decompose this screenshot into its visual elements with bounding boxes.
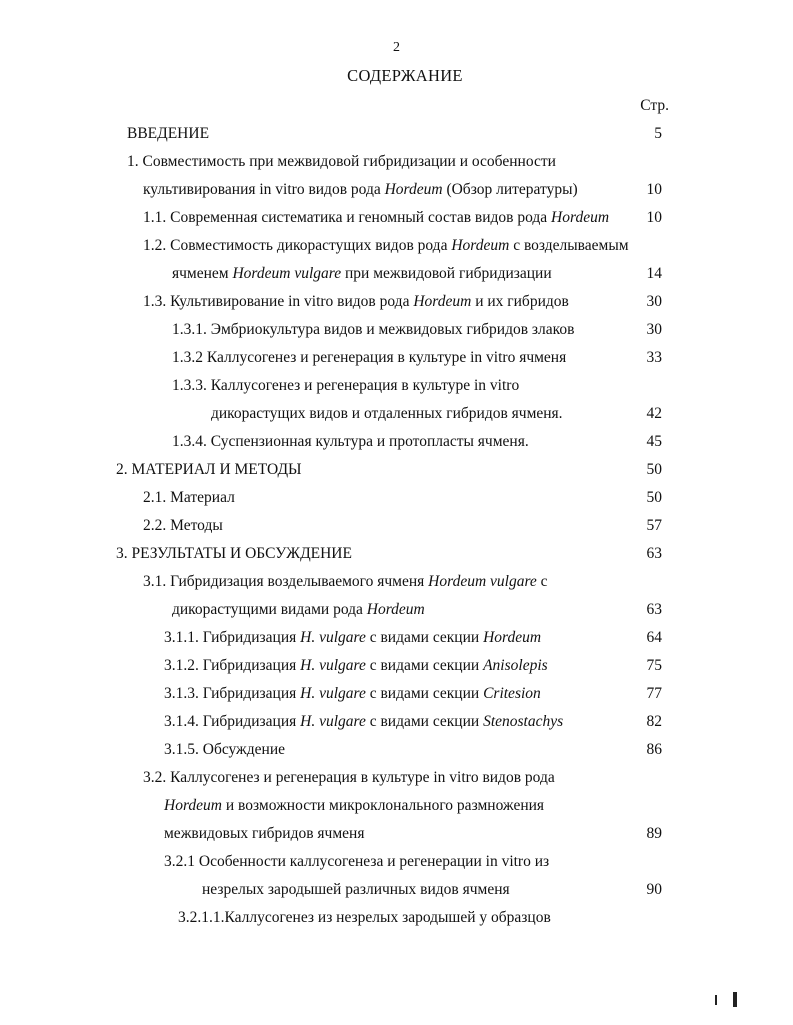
toc-text-segment: дикорастущими видами рода (172, 601, 367, 618)
toc-italic-term: Hordeum (451, 237, 510, 254)
toc-entry-text (164, 712, 563, 732)
toc-text-segment: 3.1.4. Гибридизация (164, 713, 301, 730)
toc-entry-text: 3.1.5. Обсуждение (164, 741, 285, 758)
toc-page-number: 33 (646, 349, 662, 366)
toc-entry-text: дикорастущих видов и отдаленных гибридов ячменя. (211, 405, 563, 422)
toc-italic-term: H. vulgare (300, 629, 366, 646)
toc-entry-text (143, 236, 629, 256)
toc-italic-term: Hordeum (413, 293, 472, 310)
toc-entry-text: 1.3.3. Каллусогенез и регенерация в культуре in vitro (172, 377, 520, 394)
scan-mark (715, 995, 717, 1005)
toc-italic-term: Critesion (483, 685, 541, 702)
toc-italic-term: Hordeum (483, 629, 542, 646)
toc-entry-text: 3. РЕЗУЛЬТАТЫ И ОБСУЖДЕНИЕ (116, 545, 352, 562)
toc-italic-term: Hordeum (551, 209, 610, 226)
toc-page-number: 57 (646, 517, 662, 534)
toc-page-number: 5 (654, 125, 662, 142)
toc-entry-text: 2.1. Материал (143, 489, 235, 506)
toc-text-segment: с видами секции (365, 629, 484, 646)
toc-text-segment: 3.1. Гибридизация возделываемого ячменя (143, 573, 429, 590)
toc-italic-term: H. vulgare (300, 713, 366, 730)
toc-page-number: 63 (646, 601, 662, 618)
toc-page-number: 30 (646, 293, 662, 310)
page-column-header: Стр. (640, 97, 669, 114)
toc-italic-term: Anisolepis (483, 657, 548, 674)
toc-page-number: 77 (646, 685, 662, 702)
toc-entry-text (143, 180, 578, 200)
toc-entry-text (172, 600, 425, 620)
toc-page-number: 50 (646, 461, 662, 478)
toc-page-number: 90 (646, 881, 662, 898)
toc-entry-text (164, 628, 541, 648)
toc-text-segment: 1.1. Современная систематика и геномный состав видов рода (143, 209, 552, 226)
toc-entry-text (164, 684, 541, 704)
toc-text-segment: 3.1.3. Гибридизация (164, 685, 301, 702)
toc-page-number: 42 (646, 405, 662, 422)
toc-entry-text: межвидовых гибридов ячменя (164, 825, 365, 842)
toc-text-segment: 1.2. Совместимость дикорастущих видов рода (143, 237, 452, 254)
page-title: СОДЕРЖАНИЕ (347, 66, 463, 85)
toc-entry-text: 1.3.4. Суспензионная культура и протопласты ячменя. (172, 433, 529, 450)
toc-entry-text: 3.2.1.1.Каллусогенез из незрелых зародышей у образцов (178, 909, 551, 926)
toc-entry-text: незрелых зародышей различных видов ячменя (202, 881, 510, 898)
toc-italic-term: Hordeum (366, 601, 425, 618)
toc-entry-text: 1.3.2 Каллусогенез и регенерация в культуре in vitro ячменя (172, 349, 567, 366)
toc-italic-term: H. vulgare (300, 657, 366, 674)
page-number: 2 (393, 40, 400, 55)
toc-text-segment: с возделываемым (509, 237, 629, 254)
toc-italic-term: H. vulgare (300, 685, 366, 702)
toc-entry-text: 3.2. Каллусогенез и регенерация в культуре in vitro видов рода (143, 769, 555, 786)
toc-text-segment: с видами секции (365, 713, 484, 730)
toc-italic-term: Hordeum (164, 797, 222, 814)
toc-page-number: 10 (646, 209, 662, 226)
toc-text-segment: и возможности микроклонального размножения (221, 797, 545, 814)
toc-entry-text (143, 572, 548, 592)
toc-entry-text (164, 656, 548, 676)
toc-text-segment: при межвидовой гибридизации (341, 265, 552, 282)
toc-entry-text: ВВЕДЕНИЕ (127, 125, 210, 142)
toc-text-segment: 3.1.1. Гибридизация (164, 629, 301, 646)
toc-text-segment: и их гибридов (471, 293, 569, 310)
scan-mark (733, 992, 737, 1007)
toc-entry-text (172, 264, 552, 284)
toc-page-number: 14 (646, 265, 662, 282)
toc-italic-term: Hordeum (384, 181, 443, 198)
toc-italic-term: Hordeum vulgare (428, 573, 537, 590)
toc-text-segment: с видами секции (365, 657, 484, 674)
toc-page-number: 89 (646, 825, 662, 842)
toc-page-number: 10 (646, 181, 662, 198)
toc-entry-text (143, 292, 569, 312)
toc-page-number: 30 (646, 321, 662, 338)
toc-text-segment: (Обзор литературы) (442, 181, 578, 198)
toc-page-number: 63 (646, 545, 662, 562)
toc-entry-text: 1.3.1. Эмбриокультура видов и межвидовых гибридов злаков (172, 321, 575, 338)
toc-entry-text: 1. Совместимость при межвидовой гибридизации и особенности (127, 153, 556, 170)
toc-page-number: 75 (646, 657, 662, 674)
toc-text-segment: культивирования in vitro видов рода (143, 181, 385, 198)
toc-page-number: 64 (646, 629, 662, 646)
toc-italic-term: Stenostachys (483, 713, 564, 730)
toc-page-number: 82 (646, 713, 662, 730)
toc-entry-text: 3.2.1 Особенности каллусогенеза и регенерации in vitro из (164, 853, 550, 870)
toc-entry-text: 2. МАТЕРИАЛ И МЕТОДЫ (116, 461, 302, 478)
toc-text-segment: с (536, 573, 548, 590)
toc-entry-text: 2.2. Методы (143, 517, 223, 534)
toc-entry-text (143, 208, 609, 228)
toc-text-segment: 3.1.2. Гибридизация (164, 657, 301, 674)
toc-text-segment: 1.3. Культивирование in vitro видов рода (143, 293, 414, 310)
toc-entry-text (164, 796, 544, 816)
toc-page-number: 50 (646, 489, 662, 506)
toc-page-number: 45 (646, 433, 662, 450)
toc-text-segment: с видами секции (365, 685, 484, 702)
toc-page-number: 86 (646, 741, 662, 758)
toc-text-segment: ячменем (172, 265, 233, 282)
toc-italic-term: Hordeum vulgare (232, 265, 342, 282)
